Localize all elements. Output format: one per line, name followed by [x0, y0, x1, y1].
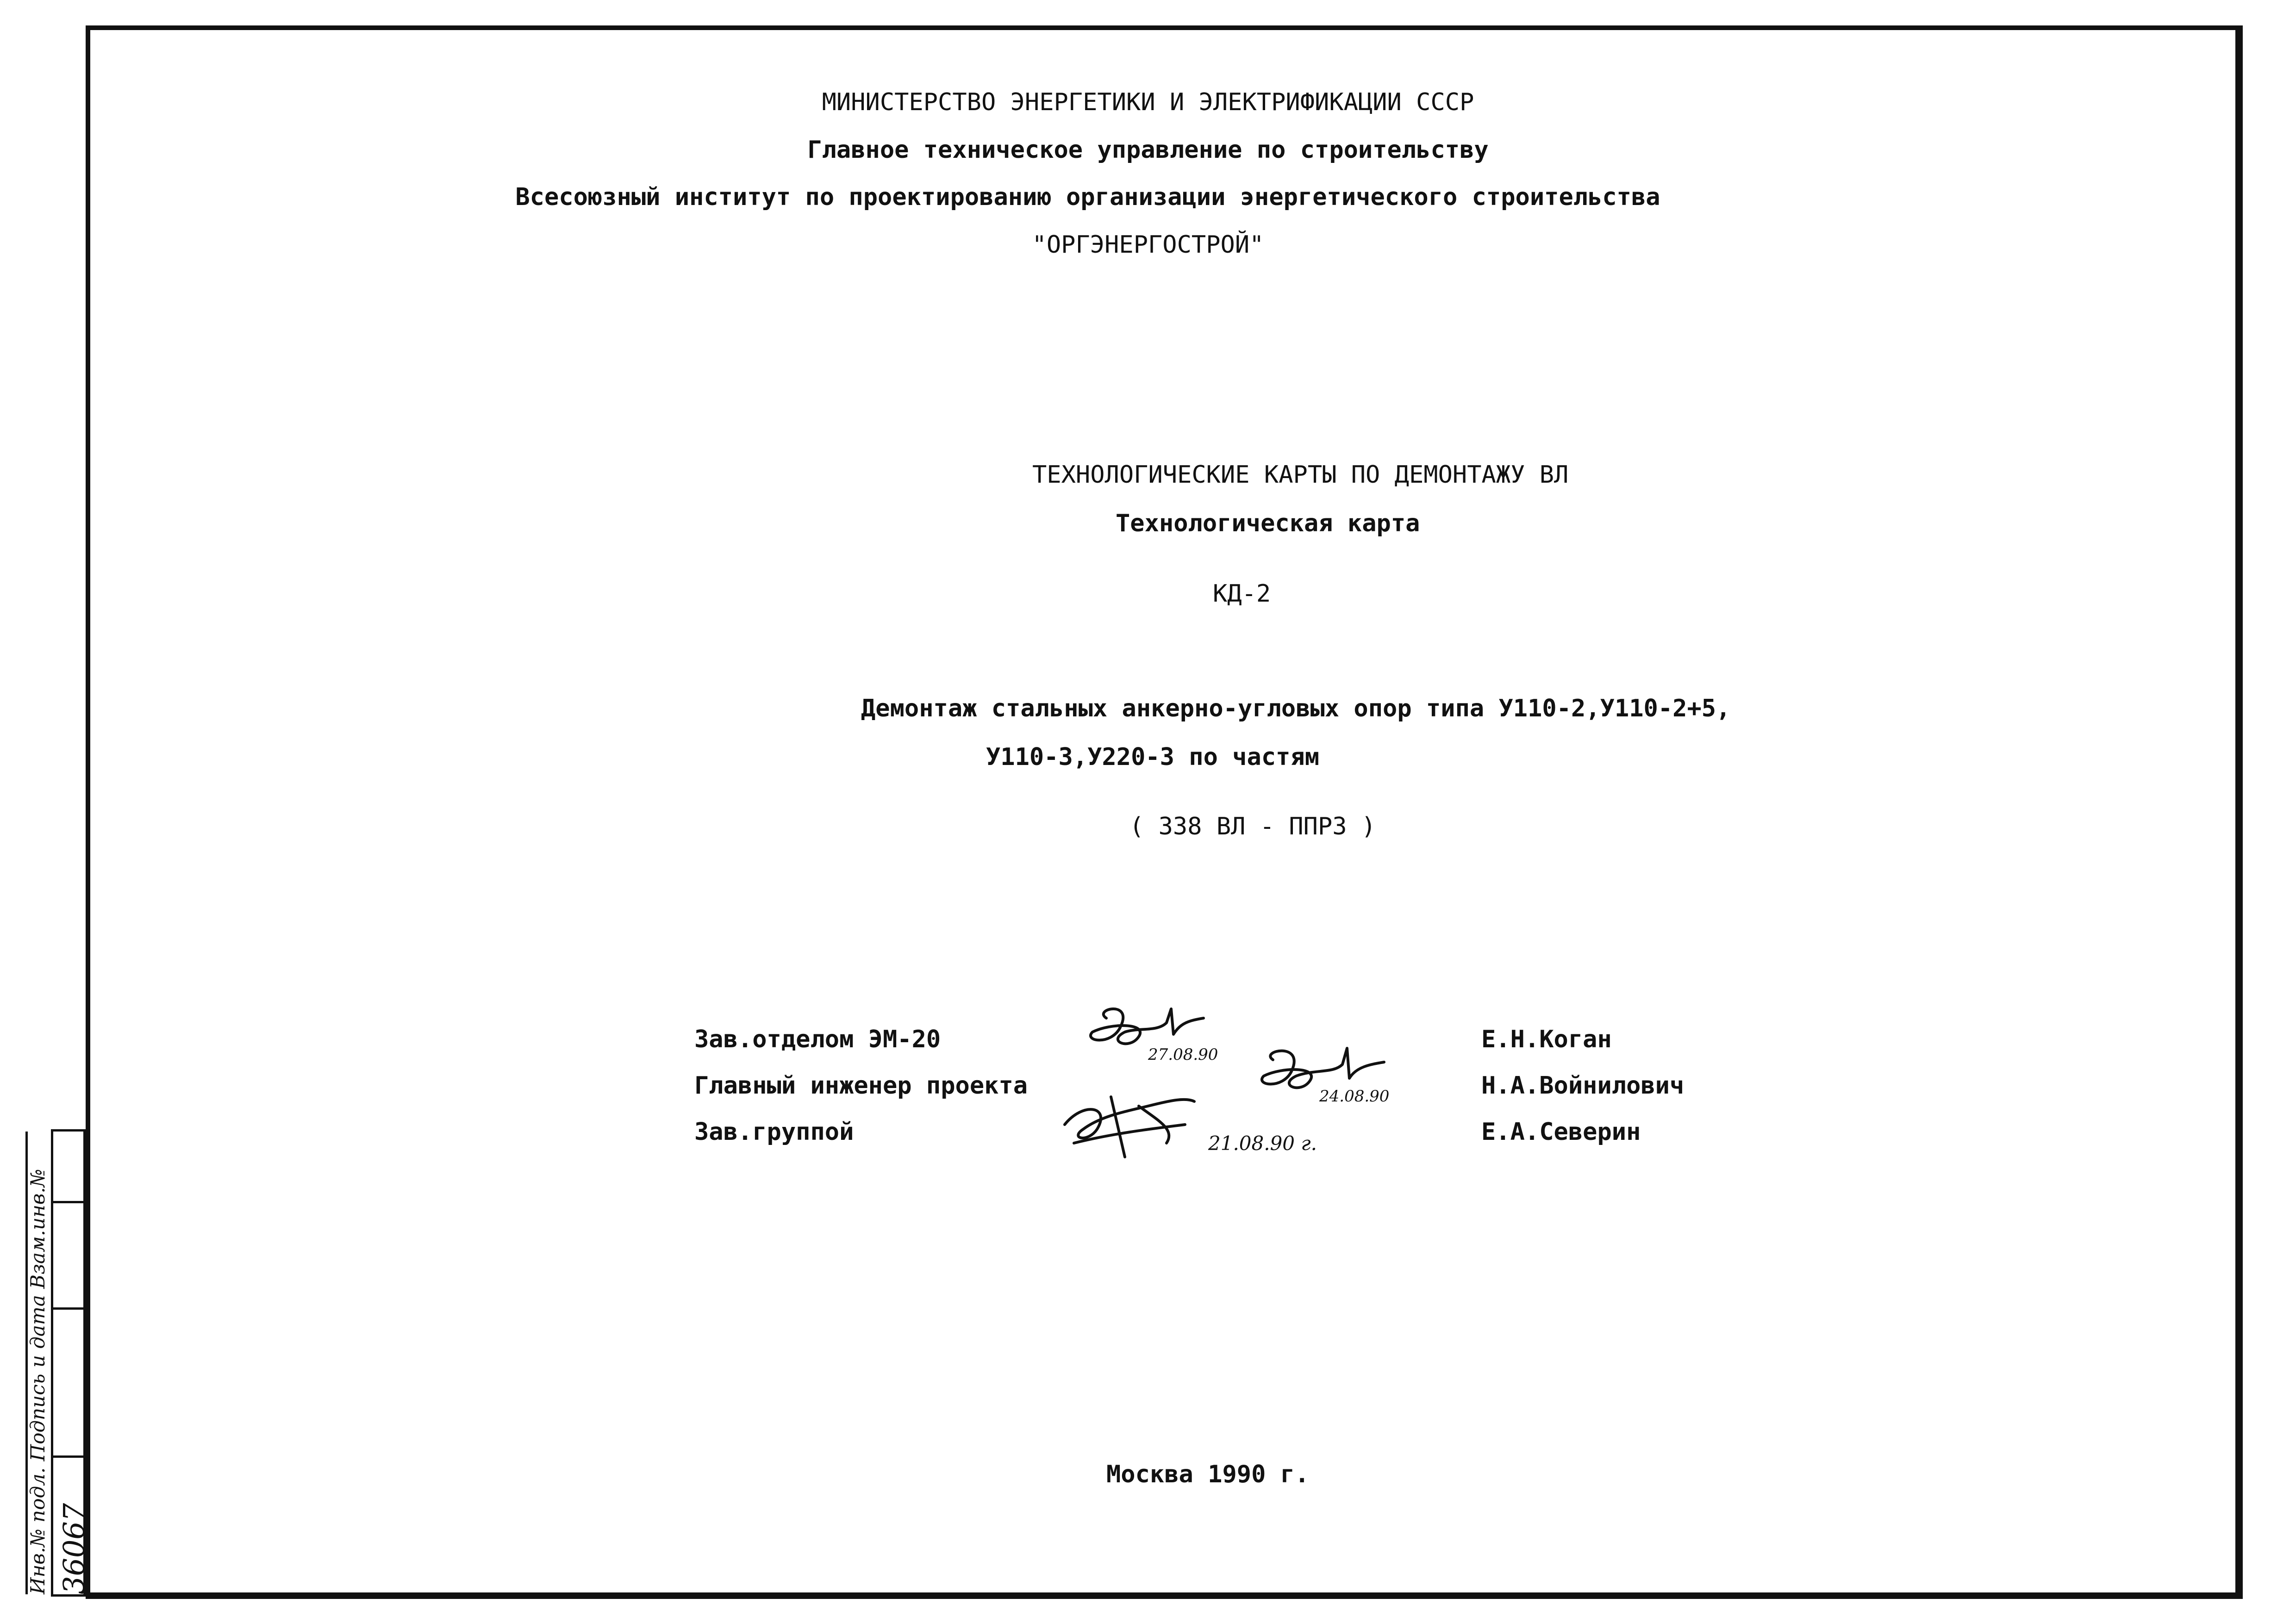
approval-name-1: Е.Н.Коган: [1481, 1026, 1612, 1053]
signature-date-1: 27.08.90: [1148, 1045, 1218, 1064]
approval-name-2: Н.А.Войнилович: [1481, 1072, 1685, 1100]
stamp-label: Инв.№ подл. Подпись и дата Взам.инв.№: [26, 1169, 49, 1594]
signature-2: [1262, 1048, 1384, 1088]
organization-name: "ОРГЭНЕРГОСТРОЙ": [1032, 231, 1264, 259]
approval-name-3: Е.А.Северин: [1481, 1118, 1641, 1146]
document-code: КД-2: [1213, 580, 1271, 608]
signature-date-3: 21.08.90 г.: [1208, 1132, 1317, 1155]
ministry-title: МИНИСТЕРСТВО ЭНЕРГЕТИКИ И ЭЛЕКТРИФИКАЦИИ СССР: [822, 88, 1474, 116]
institute-title: Всесоюзный институт по проектированию организации энергетического строительства: [515, 183, 1660, 211]
signature-date-2: 24.08.90: [1319, 1087, 1390, 1106]
archive-stamp: [26, 1129, 91, 1597]
stamp-divider: [53, 1455, 83, 1458]
series-title: ТЕХНОЛОГИЧЕСКИЕ КАРТЫ ПО ДЕМОНТАЖУ ВЛ: [1032, 461, 1569, 489]
signatures-graphic: [1055, 990, 1407, 1175]
directorate-title: Главное техническое управление по строительству: [807, 136, 1489, 164]
approval-role-2: Главный инженер проекта: [694, 1072, 1028, 1100]
project-reference: ( 338 ВЛ - ППР3 ): [1129, 813, 1376, 840]
approval-role-1: Зав.отделом ЭМ-20: [694, 1026, 941, 1053]
subject-line-2: У110-3,У220-3 по частям: [986, 743, 1320, 771]
stamp-divider: [53, 1201, 83, 1203]
place-and-year: Москва 1990 г.: [1106, 1461, 1310, 1488]
signature-3: [1065, 1097, 1194, 1157]
document-type: Технологическая карта: [1116, 510, 1420, 537]
inventory-number: 36067: [57, 1503, 91, 1594]
signature-1: [1091, 1009, 1204, 1044]
approval-role-3: Зав.группой: [694, 1118, 854, 1146]
stamp-divider: [53, 1307, 83, 1310]
page-frame: [86, 25, 2243, 1599]
subject-line-1: Демонтаж стальных анкерно-угловых опор типа У110-2,У110-2+5,: [861, 695, 1731, 722]
